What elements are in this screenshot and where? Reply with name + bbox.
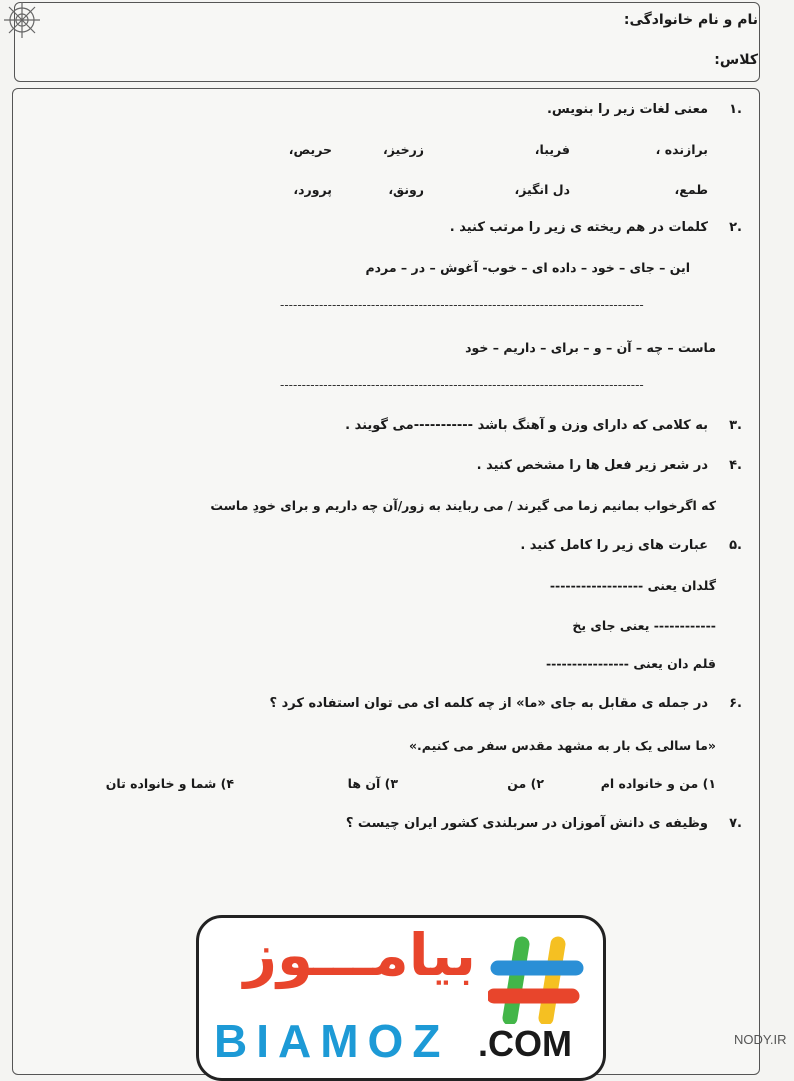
q7-text: وظیفه ی دانش آموزان در سربلندی کشور ایران چیست ؟ [345,816,708,831]
q2-line1: این – جای – خود – داده ای – خوب- آغوش – در – مردم [365,260,690,275]
q1-word: پرورد، [293,182,332,197]
q7-number: .۷ [729,816,742,831]
q2-number: .۲ [729,220,742,235]
q6-option-3: ۳) آن ها [347,776,398,791]
q2-line2: ماست – چه – آن – و – برای – داریم – خود [465,340,716,355]
q1-number: .۱ [729,102,742,117]
logo-persian-text: بیامـــوز [243,921,476,989]
q1-word: حریص، [288,142,332,157]
q1-word: زرخیز، [382,142,424,157]
q2-answer-line-2: ------------------------------------------------------------------------------------ [280,378,644,392]
decorative-flower-icon [2,0,42,40]
q5-number: .۵ [729,538,742,553]
q6-number: .۶ [729,696,742,711]
q2-text: کلمات در هم ریخته ی زیر را مرتب کنید . [449,220,708,235]
q5-text: عبارت های زیر را کامل کنید . [520,538,708,553]
q6-option-1: ۱) من و خانواده ام [600,776,716,791]
q1-word: رونق، [388,182,424,197]
class-label: کلاس: [714,52,758,68]
q3-text: به کلامی که دارای وزن و آهنگ باشد -----------می گویند . [345,418,708,433]
logo-english-text: BIAMOZ [214,1015,450,1067]
hashtag-logo-icon [488,934,584,1024]
watermark: NODY.IR [734,1032,787,1047]
q3-number: .۳ [729,418,742,433]
q4-poem: که اگرخواب بمانیم زما می گیرند / می ربایند به زور/آن چه داریم و برای خودِ ماست [210,498,716,513]
name-label: نام و نام خانوادگی: [623,12,758,28]
q5-line1: گلدان یعنی ------------------ [549,578,716,593]
q1-word: برازنده ، [655,142,708,157]
q1-text: معنی لغات زیر را بنویس. [546,102,708,117]
q4-text: در شعر زیر فعل ها را مشخص کنید . [476,458,708,473]
q1-word: فریبا، [534,142,570,157]
q4-number: .۴ [729,458,742,473]
q6-option-4: ۴) شما و خانواده تان [105,776,234,791]
q1-word: دل انگیز، [514,182,570,197]
q6-option-2: ۲) من [507,776,544,791]
q6-text: در جمله ی مقابل به جای «ما» از چه کلمه ای می توان استفاده کرد ؟ [269,696,708,711]
q2-answer-line-1: ------------------------------------------------------------------------------------ [280,298,644,312]
q5-line2: ------------ یعنی جای یخ [572,618,716,633]
q5-line3: قلم دان یعنی ---------------- [545,656,716,671]
q1-word: طمع، [674,182,708,197]
q6-sentence: «ما سالی یک بار به مشهد مقدس سفر می کنیم.» [408,738,716,753]
logo-domain-text: .COM [478,1023,572,1064]
